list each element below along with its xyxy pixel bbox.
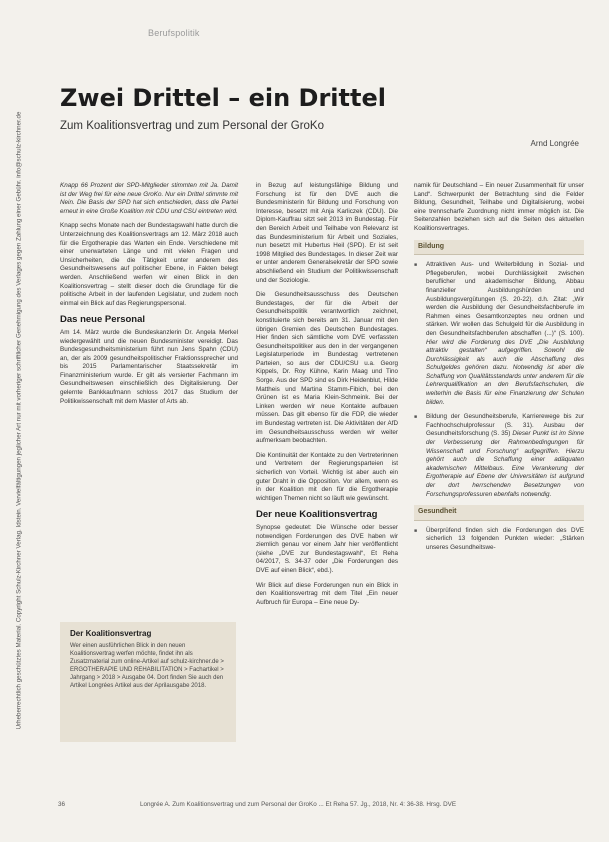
page-number: 36 (58, 801, 66, 808)
paragraph: Knapp sechs Monate nach der Bundestagswahl hatte durch die Unterzeichnung des Koalitionsvertrags am 12. März 2018 auch für die Ergotherapie das Warten ein Ende. Verschiedene mit einer unerwarteten Länge und mit vielen Fragen und Unsicherheiten, die die Tätigkeit unter anderem des Gesundheitswesens auf politischer Ebene, in Fakten belegt werden. Anschließend werfen wir einen Blick in den Koalitionsvertrag – stellt dieser doch die Grundlage für die politische Arbeit in der laufenden Legislatur, und zudem noch einmal ein Blick auf das Regierungspersonal. (60, 222, 238, 307)
label-gesundheit: Gesundheit (414, 505, 584, 521)
item-text: Überprüfend finden sich die Forderungen des DVE sicherlich 13 folgenden Punkten wieder: „Stärken unseres Gesundheitswe- (426, 526, 584, 551)
paragraph: Am 14. März wurde die Bundeskanzlerin Dr. Angela Merkel wiedergewählt und die neuen Bundesminister vereidigt. Das Bundesgesundheitsministerium führt nun Jens Spahn (CDU) an, der als 2009 gesundheitspolitischer Fraktionssprecher und bis 2015 Parlamentarischer Staatssekretär im Finanzministerium wurde. Er gilt als versierter Fachmann im Gesundheitswesen einschließlich des Digitalisierung. Der gelernte Bankkaufmann schloss 2017 das Studium der Politikwissenschaft mit dem Master of Arts ab. (60, 328, 238, 405)
list-item (414, 413, 584, 499)
item-text: Attraktiven Aus- und Weiterbildung in Sozial- und Pflegeberufen, wobei Durchlässigkeit zwischen beruflicher und akademischer Bildung, Abbau finanzieller Ausbildungshürden und Ausbildungsvergütungen (S. 20-22). d.h. Zitat: „Wir werden die Ausbildung der Gesundheitsfachberufe im Rahmen eines Gesamtkonzeptes neu ordnen und stärken. Wir wollen das Schulgeld für die Ausbildung in den Gesundheitsfachberufen abschaffen (...)“ (S. 100). (426, 261, 584, 337)
paragraph: Synopse gedeutet: Die Wünsche oder besser notwendigen Forderungen des DVE haben wir ziemlich genau vor einem Jahr hier veröffentlicht (siehe „DVE zur Bundestagswahl“, Et Reha 04/2017, S. 34-37 oder „Die Forderungen des DVE auf einen Blick“, ebd.). (256, 523, 398, 574)
list-item (414, 527, 584, 553)
article-intro: Knapp 66 Prozent der SPD-Mitglieder stimmten mit Ja. Damit ist der Weg frei für eine neue GroKo. Nur ein Drittel stimmte mit Nein. Die Basis der SPD hat sich entschieden, dass die Partei erneut in eine Große Koalition mit CDU und CSU eintreten wird. (60, 182, 238, 215)
article-subtitle: Zum Koalitionsvertrag und zum Personal der GroKo (60, 120, 324, 132)
info-box-title: Der Koalitionsvertrag (70, 629, 152, 638)
section-rubric: Berufspolitik (148, 28, 200, 38)
paragraph: Die Gesundheitsausschuss des Deutschen Bundestages, der für die Arbeit der Gesundheitspolitik verantwortlich zeichnet, konstituierte sich bereits am 31. Januar mit den übrigen Gremien des Deutschen Bundestages. Hier finden sich sämtliche vom DVE verfassten Gesundheitspolitiker aus den in der vergangenen Legislaturperiode im Bundestag vertretenen Parteien, so aus der CDU/CSU u.a. Georg Kippels, Dr. Roy Kühne, Karin Maag und Tino Sorge. Aus der SPD sind es Dirk Heidenblut, Hilde Mattheis und Martina Stamm-Fibich, bei den Grünen ist es Maria Klein-Schmeink. Bei der Linken werden wir neue Kontakte aufbauen müssen. Das gilt ebenso für die FDP, die wieder im Bundestag vertreten ist. Die Aktivitäten der AfD im Gesundheitsausschuss werden wir weiter aufmerksam beobachten. (256, 291, 398, 445)
heading-koalitionsvertrag: Der neue Koalitionsvertrag (256, 509, 378, 521)
list-item (414, 261, 584, 407)
info-box (60, 622, 236, 742)
heading-personal: Das neue Personal (60, 314, 146, 326)
item-comment: Dieser Punkt ist im Sinne der Verbesserung der Rahmenbedingungen für Wissenschaft und Forschung“ aufgegriffen. Hierzu gehört auch die Schaffung einer adäquaten akademischen Mittelbaus. Eine Verankerung der Ergotherapie auf Ebene der Universitäten ist aufgrund der dort herrschenden Besetzungen von Forschungsprofessuren ebenfalls notwendig. (426, 430, 585, 498)
paragraph: Die Kontinuität der Kontakte zu den Vertreterinnen und Vertretern der Regierungsparteien ist sicherlich von Vorteil. Wichtig ist aber auch ein guter Draht in die Opposition. Vor allem, wenn es in der Koalition mit den für die Ergotherapie wichtigen Themen nicht so läuft wie gewünscht. (256, 451, 398, 502)
citation: Longrée A. Zum Koalitionsvertrag und zum Personal der GroKo ... Et Reha 57. Jg., 2018, Nr. 4: 36-38. Hrsg. DVE (140, 801, 457, 808)
label-bildung: Bildung (414, 240, 584, 256)
article-author: Arnd Longrée (530, 139, 579, 148)
paragraph: namik für Deutschland – Ein neuer Zusammenhalt für unser Land“. Schwerpunkt der Betrachtung sind die Felder Bildung, Gesundheit, Teilhabe und Digitalisierung, wobei eine trennscharfe Zuordnung nicht immer möglich ist. Die Seitenzahlen beziehen sich auf die Seiten des aktuellen Koalitionsvertrages. (414, 182, 584, 232)
info-box-text: Wer einen ausführlichen Blick in den neuen Koalitionsvertrag werfen möchte, findet ihn als Zusatzmaterial zum online-Artikel auf schulz-kirchner.de > ERGOTHERAPIE UND REHABILITATION > Fachartikel > Jahrgang > 2018 > Ausgabe 04. Dort finden Sie auch den Artikel Longrées Artikel aus der Aprilausgabe 2018. (70, 643, 224, 689)
paragraph: in Bezug auf leistungsfähige Bildung und Forschung ist für den DVE auch die Bundesministerin für Bildung und Forschung von Interesse, besetzt mit Anja Karliczek (CDU). Die Diplom-Kauffrau sitzt seit 2013 im Bundestag. Für den Bereich Arbeit und Teilhabe von Relevanz ist das Bundesministerium für Arbeit und Soziales, nun besetzt mit Hubertus Heil (SPD). Er ist seit 1998 Mitglied des Bundestages. In dieser Zeit war er unter anderem Generalsekretär der SPD sowie abschließend ein Studium der Politikwissenschaft und der Soziologie. (256, 182, 398, 284)
copyright-margin-note (4, 40, 34, 800)
column-1 (60, 182, 238, 412)
gesundheit-list (414, 527, 584, 553)
item-text: Bildung der Gesundheitsberufe, Karrierewege bis zur Fachhochschulprofessur (S. 31). Ausbau der Gesundheitsforschung (S. 35) (426, 413, 584, 438)
column-3 (414, 182, 584, 559)
column-2 (256, 182, 398, 613)
article-title: Zwei Drittel – ein Drittel (60, 84, 386, 112)
item-comment: Hier wird die Forderung des DVE „Die Ausbildung attraktiv gestalten“ aufgegriffen. Sowohl die Durchlässigkeit als auch die Abschaffung des Schulgeldes gehören dazu. Notwendig ist aber die Schaffung von Qualitätsstandards unter anderem für die Lehrerqualifikation an den Berufsfachschulen, die weiterhin die Basis für eine Finanzierung der Schulen bilden. (426, 338, 584, 406)
bildung-list (414, 261, 584, 499)
paragraph: Wir Blick auf diese Forderungen nun ein Blick in den Koalitionsvertrag mit dem Titel „Ein neuer Aufbruch für Europa – Eine neue Dy- (256, 581, 398, 606)
copyright-text: Urheberrechtlich geschütztes Material. Copyright Schulz-Kirchner Verlag. Idstein. Vervielfältigungen jeglicher Art nur mit vorheriger schriftlicher Genehmigung des Verlages gegen Zahlung einer Gebühr. info@schulz-kirchner.de (15, 111, 23, 729)
